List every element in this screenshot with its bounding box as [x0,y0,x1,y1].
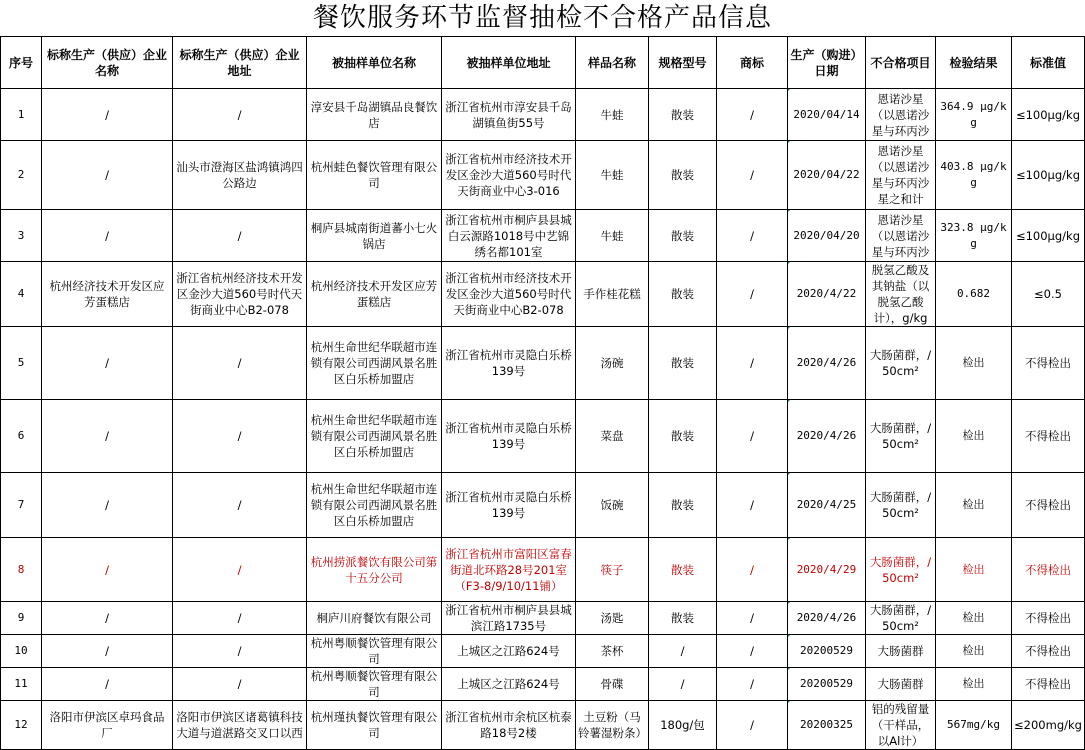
cell-standard[interactable]: 不得检出 [1012,602,1085,635]
cell-producer-name[interactable]: / [42,668,173,701]
col-header-sampled-unit-name[interactable]: 被抽样单位名称 [307,37,442,89]
cell-sample-name[interactable]: 手作桂花糕 [576,262,649,327]
cell-trademark[interactable]: / [717,141,788,210]
cell-test-result[interactable]: 364.9 μg/kg [936,89,1012,141]
cell-standard[interactable]: 不得检出 [1012,538,1085,602]
cell-producer-name[interactable]: / [42,538,173,602]
cell-warning-flag-icon [788,400,792,405]
cell-producer-name[interactable]: / [42,89,173,141]
cell-date[interactable]: 2020/4/22 [788,262,866,327]
cell-trademark[interactable]: / [717,400,788,473]
cell-date[interactable]: 20200529 [788,668,866,701]
cell-spec[interactable]: 散装 [649,262,717,327]
cell-test-result[interactable]: 检出 [936,327,1012,400]
cell-producer-name[interactable]: / [42,473,173,538]
cell-trademark[interactable]: / [717,701,788,750]
cell-producer-name[interactable]: 洛阳市伊滨区卓玛食品厂 [42,701,173,750]
cell-standard[interactable]: ≤200mg/kg [1012,701,1085,750]
cell-producer-address[interactable]: 浙江省杭州经济技术开发区金沙大道560号时代天街商业中心B2-078 [173,262,307,327]
cell-standard[interactable]: ≤100μg/kg [1012,89,1085,141]
cell-producer-address[interactable]: / [173,327,307,400]
cell-producer-address[interactable]: / [173,538,307,602]
cell-producer-name[interactable]: / [42,635,173,668]
cell-sampled-unit-name[interactable]: 杭州捞派餐饮有限公司第十五分公司 [307,538,442,602]
cell-sample-name[interactable]: 骨碟 [576,668,649,701]
col-header-sampled-unit-address[interactable]: 被抽样单位地址 [442,37,576,89]
cell-warning-flag-icon [788,262,792,267]
cell-test-result[interactable]: 检出 [936,400,1012,473]
cell-sampled-unit-name[interactable]: 桐庐县城南街道蕃小七火锅店 [307,210,442,262]
cell-trademark[interactable]: / [717,262,788,327]
cell-warning-flag-icon [788,327,792,332]
cell-trademark[interactable]: / [717,668,788,701]
cell-producer-name[interactable]: / [42,210,173,262]
table-row [1,327,1085,400]
cell-sampled-unit-name[interactable]: 杭州蛙色餐饮管理有限公司 [307,141,442,210]
cell-sampled-unit-name[interactable]: 杭州瑾执餐饮管理有限公司 [307,701,442,750]
cell-warning-flag-icon [788,701,792,706]
cell-sampled-unit-address[interactable]: 浙江省杭州市灵隐白乐桥139号 [442,473,576,538]
cell-warning-flag-icon [788,602,792,607]
table-row [1,602,1085,635]
cell-sampled-unit-name[interactable]: 杭州生命世纪华联超市连锁有限公司西湖风景名胜区白乐桥加盟店 [307,327,442,400]
table-row [1,668,1085,701]
cell-standard[interactable]: 不得检出 [1012,400,1085,473]
cell-sample-name[interactable]: 土豆粉（马铃薯湿粉条） [576,701,649,750]
cell-producer-address[interactable]: / [173,210,307,262]
cell-sample-name[interactable]: 汤匙 [576,602,649,635]
cell-index[interactable]: 9 [1,602,42,635]
cell-test-result[interactable]: 检出 [936,602,1012,635]
cell-producer-address[interactable]: / [173,668,307,701]
cell-sampled-unit-address[interactable]: 浙江省杭州市经济技术开发区金沙大道560号时代天街商业中心3-016 [442,141,576,210]
cell-spec[interactable]: 散装 [649,89,717,141]
cell-producer-address[interactable]: / [173,602,307,635]
cell-test-result[interactable]: 0.682 [936,262,1012,327]
cell-sampled-unit-address[interactable]: 浙江省杭州市桐庐县县城滨江路1735号 [442,602,576,635]
cell-sampled-unit-address[interactable]: 浙江省杭州市灵隐白乐桥139号 [442,400,576,473]
results-table [0,36,1085,750]
cell-sampled-unit-address[interactable]: 上城区之江路624号 [442,668,576,701]
cell-sampled-unit-name[interactable]: 杭州生命世纪华联超市连锁有限公司西湖风景名胜区白乐桥加盟店 [307,400,442,473]
cell-index[interactable]: 1 [1,89,42,141]
col-header-sample-name[interactable]: 样品名称 [576,37,649,89]
cell-sampled-unit-address[interactable]: 浙江省杭州市淳安县千岛湖镇鱼街55号 [442,89,576,141]
cell-failed-item[interactable]: 恩诺沙星（以恩诺沙星与环丙沙 [866,89,936,141]
cell-standard[interactable]: 不得检出 [1012,327,1085,400]
cell-index[interactable]: 12 [1,701,42,750]
cell-trademark[interactable]: / [717,538,788,602]
col-header-spec[interactable]: 规格型号 [649,37,717,89]
cell-index[interactable]: 6 [1,400,42,473]
cell-spec[interactable]: 180g/包 [649,701,717,750]
col-header-date[interactable]: 生产（购进）日期 [788,37,866,89]
cell-producer-address[interactable]: / [173,635,307,668]
cell-producer-name[interactable]: / [42,327,173,400]
cell-spec[interactable]: 散装 [649,400,717,473]
cell-index[interactable]: 8 [1,538,42,602]
cell-trademark[interactable]: / [717,210,788,262]
cell-sample-name[interactable]: 饭碗 [576,473,649,538]
cell-standard[interactable]: ≤100μg/kg [1012,141,1085,210]
cell-sample-name[interactable]: 筷子 [576,538,649,602]
cell-spec[interactable]: 散装 [649,602,717,635]
cell-index[interactable]: 2 [1,141,42,210]
cell-sample-name[interactable]: 菜盘 [576,400,649,473]
cell-producer-name[interactable]: / [42,400,173,473]
table-row [1,210,1085,262]
table-row [1,262,1085,327]
cell-test-result[interactable]: 567mg/kg [936,701,1012,750]
cell-standard[interactable]: 不得检出 [1012,635,1085,668]
cell-index[interactable]: 7 [1,473,42,538]
cell-sample-name[interactable]: 牛蛙 [576,141,649,210]
cell-sampled-unit-name[interactable]: 杭州粤顺餐饮管理有限公司 [307,668,442,701]
cell-failed-item[interactable]: 恩诺沙星（以恩诺沙星与环丙沙星之和计 [866,141,936,210]
table-row [1,701,1085,750]
cell-warning-flag-icon [788,538,792,543]
cell-index[interactable]: 3 [1,210,42,262]
cell-sampled-unit-name[interactable]: 杭州经济技术开发区应芳蛋糕店 [307,262,442,327]
cell-date[interactable]: 2020/4/26 [788,400,866,473]
cell-test-result[interactable]: 检出 [936,473,1012,538]
cell-sampled-unit-address[interactable]: 浙江省杭州市经济技术开发区金沙大道560号时代天街商业中心B2-078 [442,262,576,327]
page-title: 餐饮服务环节监督抽检不合格产品信息 [312,3,772,33]
cell-spec[interactable]: 散装 [649,473,717,538]
cell-spec[interactable]: / [649,668,717,701]
cell-spec[interactable]: 散装 [649,327,717,400]
cell-trademark[interactable]: / [717,473,788,538]
cell-warning-flag-icon [788,668,792,673]
cell-sample-name[interactable]: 汤碗 [576,327,649,400]
cell-sample-name[interactable]: 茶杯 [576,635,649,668]
cell-sample-name[interactable]: 牛蛙 [576,210,649,262]
cell-producer-address[interactable]: / [173,473,307,538]
cell-trademark[interactable]: / [717,635,788,668]
cell-producer-address[interactable]: / [173,89,307,141]
cell-sampled-unit-address[interactable]: 浙江省杭州市灵隐白乐桥139号 [442,327,576,400]
table-row [1,89,1085,141]
cell-index[interactable]: 10 [1,635,42,668]
cell-failed-item[interactable]: 大肠菌群，/50cm² [866,400,936,473]
table-row [1,473,1085,538]
cell-sampled-unit-address[interactable]: 浙江省杭州市桐庐县县城白云源路1018号中艺锦绣名都101室 [442,210,576,262]
cell-sample-name[interactable]: 牛蛙 [576,89,649,141]
col-header-standard[interactable]: 标准值 [1012,37,1085,89]
cell-index[interactable]: 4 [1,262,42,327]
cell-trademark[interactable]: / [717,602,788,635]
cell-spec[interactable]: 散装 [649,210,717,262]
cell-producer-address[interactable]: / [173,400,307,473]
cell-failed-item[interactable]: 脱氢乙酸及其钠盐（以脱氢乙酸计），g/kg [866,262,936,327]
table-row [1,141,1085,210]
cell-sampled-unit-name[interactable]: 杭州生命世纪华联超市连锁有限公司西湖风景名胜区白乐桥加盟店 [307,473,442,538]
cell-failed-item[interactable]: 大肠菌群，/50cm² [866,602,936,635]
cell-producer-address[interactable]: 洛阳市伊滨区诸葛镇科技大道与道湛路交叉口以西 [173,701,307,750]
cell-producer-address[interactable]: 汕头市澄海区盐鸿镇鸿四公路边 [173,141,307,210]
cell-sampled-unit-name[interactable]: 淳安县千岛湖镇品良餐饮店 [307,89,442,141]
table-row [1,635,1085,668]
cell-producer-name[interactable]: / [42,602,173,635]
cell-date[interactable]: 2020/4/29 [788,538,866,602]
cell-test-result[interactable]: 323.8 μg/kg [936,210,1012,262]
cell-warning-flag-icon [788,89,792,94]
cell-failed-item[interactable]: 恩诺沙星（以恩诺沙星与环丙沙 [866,210,936,262]
cell-sampled-unit-address[interactable]: 浙江省杭州市富阳区富春街道北环路28号201室（F3-8/9/10/11铺） [442,538,576,602]
cell-trademark[interactable]: / [717,327,788,400]
cell-test-result[interactable]: 检出 [936,635,1012,668]
cell-sampled-unit-name[interactable]: 杭州粤顺餐饮管理有限公司 [307,635,442,668]
cell-date[interactable]: 2020/04/22 [788,141,866,210]
cell-date[interactable]: 2020/04/14 [788,89,866,141]
cell-index[interactable]: 5 [1,327,42,400]
cell-date[interactable]: 2020/4/25 [788,473,866,538]
cell-warning-flag-icon [788,635,792,640]
cell-standard[interactable]: 不得检出 [1012,473,1085,538]
cell-spec[interactable]: 散装 [649,538,717,602]
col-header-index[interactable]: 序号 [1,37,42,89]
cell-date[interactable]: 2020/4/26 [788,327,866,400]
cell-failed-item[interactable]: 大肠菌群，/50cm² [866,327,936,400]
col-header-producer-address[interactable]: 标称生产（供应）企业地址 [173,37,307,89]
cell-date[interactable]: 20200529 [788,635,866,668]
col-header-failed-item[interactable]: 不合格项目 [866,37,936,89]
cell-index[interactable]: 11 [1,668,42,701]
table-row [1,538,1085,602]
cell-failed-item[interactable]: 大肠菌群 [866,635,936,668]
col-header-test-result[interactable]: 检验结果 [936,37,1012,89]
cell-test-result[interactable]: 检出 [936,668,1012,701]
table-row [1,400,1085,473]
cell-standard[interactable]: ≤0.5 [1012,262,1085,327]
cell-producer-name[interactable]: / [42,141,173,210]
cell-failed-item[interactable]: 大肠菌群，/50cm² [866,473,936,538]
cell-date[interactable]: 2020/4/26 [788,602,866,635]
cell-warning-flag-icon [788,473,792,478]
cell-date[interactable]: 20200325 [788,701,866,750]
cell-date[interactable]: 2020/04/20 [788,210,866,262]
cell-failed-item[interactable]: 铝的残留量（干样品，以Al计） [866,701,936,750]
cell-failed-item[interactable]: 大肠菌群 [866,668,936,701]
cell-warning-flag-icon [788,210,792,215]
col-header-trademark[interactable]: 商标 [717,37,788,89]
col-header-producer-name[interactable]: 标称生产（供应）企业名称 [42,37,173,89]
cell-sampled-unit-address[interactable]: 上城区之江路624号 [442,635,576,668]
cell-sampled-unit-name[interactable]: 桐庐川府餐饮有限公司 [307,602,442,635]
cell-test-result[interactable]: 403.8 μg/kg [936,141,1012,210]
cell-warning-flag-icon [788,141,792,146]
cell-spec[interactable]: 散装 [649,141,717,210]
cell-test-result[interactable]: 检出 [936,538,1012,602]
header-row [1,37,1085,89]
cell-trademark[interactable]: / [717,89,788,141]
cell-spec[interactable]: / [649,635,717,668]
cell-standard[interactable]: 不得检出 [1012,668,1085,701]
cell-failed-item[interactable]: 大肠菌群，/50cm² [866,538,936,602]
cell-standard[interactable]: ≤100μg/kg [1012,210,1085,262]
cell-sampled-unit-address[interactable]: 浙江省杭州市余杭区杭泰路18号2楼 [442,701,576,750]
cell-producer-name[interactable]: 杭州经济技术开发区应芳蛋糕店 [42,262,173,327]
